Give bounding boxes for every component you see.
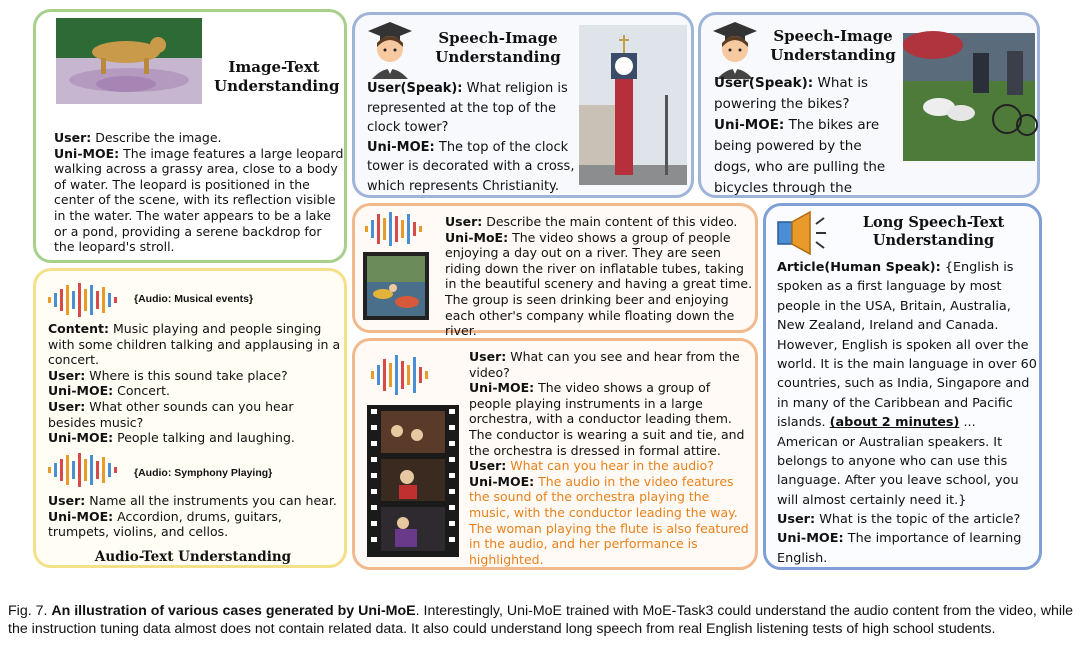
image-text-card [33, 9, 347, 263]
model-label: Uni-MoE: [445, 229, 509, 245]
figure-caption [8, 602, 1076, 638]
user-label: User(Speak): [367, 81, 463, 96]
audio-dialog-2 [48, 493, 344, 540]
user-label: User: [469, 349, 507, 364]
user-question: Describe the image. [95, 130, 222, 145]
article-text-start: {English is spoken as a first language by most people in the USA, Britain, Australia, New Zealand, Ireland and Canada. However, English is spoken all over the world. It is the main language in over 60 countries, such as India, Singapore and in many of the Caribbean and Pacific islands. [777, 260, 1037, 431]
audio-waveform-icon [46, 451, 124, 489]
model-answer: The importance of learning English. [777, 531, 1022, 566]
speech-image-dialog-2 [714, 73, 894, 220]
audio-waveform-icon [363, 210, 425, 248]
content-text: Music playing and people singing with some children talking and applausing in a concert. [48, 321, 341, 368]
model-answer-highlighted: The audio in the video features the sound of the orchestra playing the music, with the conductor leading the way. The woman playing the flute is also featured in the audio, and her performance is highlighted. [469, 473, 749, 567]
caption-rest: . Interestingly, Uni-MoE trained with MoE-Task3 could understand the audio content from the video, while the instruction tuning data almost does not contain related data. It also could understand long speech from real English listening tests of high school students. [8, 603, 1074, 637]
audio-dialog-1 [48, 321, 344, 446]
user-label: User: [54, 130, 92, 145]
speech-image-dialog-1 [367, 79, 575, 196]
user-label: User: [48, 493, 86, 508]
model-label: Uni-MOE: [48, 383, 114, 399]
model-answer: The video shows a group of people enjoying a day out on a river. They are seen riding down the river on inflatable tubes, taking in the beautiful scenery and having a great time. The group is seen drinking beer and enjoying each other's company while floating down the river. [445, 229, 753, 339]
model-label: Uni-MOE: [48, 508, 114, 524]
speech-image-title-1: Speech-Image Understanding [435, 29, 561, 66]
audio-tag-musical-events: {Audio: Musical events} [134, 293, 254, 305]
model-answer: Concert. [117, 383, 170, 399]
model-label: Uni-MOE: [469, 380, 535, 396]
model-answer: The video shows a group of people playing instruments in a large orchestra, with a conductor leading them. The conductor is wearing a suit and tie, and the orchestra is dressed in formal attire. [469, 380, 745, 458]
speech-image-title-2: Speech-Image Understanding [770, 27, 896, 64]
dog-bikes-image [903, 33, 1035, 161]
user-label: User: [445, 214, 483, 229]
clock-tower-image [579, 25, 687, 185]
video-dialog-1 [445, 214, 755, 339]
video-card-2 [352, 338, 758, 570]
caption-bold: An illustration of various cases generated by Uni-MoE [51, 603, 416, 619]
speaker-icon [776, 210, 828, 256]
speech-image-card-1 [352, 12, 694, 198]
user-question: What religion is represented at the top of the clock tower? [367, 81, 568, 135]
user-label: User: [777, 512, 816, 527]
river-video-thumbnail [363, 252, 429, 320]
user-label: User: [469, 458, 507, 474]
user-label: User: [48, 398, 86, 414]
student-avatar-icon [368, 19, 412, 79]
user-label: User(Speak): [714, 75, 814, 91]
model-answer: Accordion, drums, guitars, trumpets, violins, and cellos. [48, 508, 282, 540]
student-avatar-icon [713, 19, 757, 79]
image-text-dialog [54, 130, 346, 255]
user-label: User: [48, 367, 86, 383]
video-card-1 [352, 203, 758, 339]
orchestra-filmstrip [367, 405, 459, 557]
leopard-image [56, 18, 202, 104]
model-label: Uni-MOE: [777, 531, 844, 547]
audio-tag-symphony: {Audio: Symphony Playing} [134, 467, 273, 479]
user-question-highlighted: What can you hear in the audio? [510, 458, 714, 474]
figure-number: Fig. 7. [8, 603, 48, 619]
user-question: What other sounds can you hear besides music? [48, 398, 294, 430]
model-label: Uni-MOE: [54, 145, 120, 161]
long-speech-card [763, 203, 1042, 570]
model-answer: The bikes are being powered by the dogs, who are pulling the bicycles through the [714, 117, 886, 196]
model-label: Uni-MOE: [714, 117, 785, 133]
audio-waveform-icon [369, 353, 437, 397]
model-label: Uni-MOE: [48, 430, 114, 446]
model-label: Uni-MOE: [469, 473, 535, 489]
user-question: Describe the main content of this video. [486, 214, 738, 229]
user-question: Where is this sound take place? [89, 367, 288, 383]
speech-image-card-2 [698, 12, 1040, 198]
article-duration-note: (about 2 minutes) [829, 415, 960, 431]
image-text-title: Image-Text Understanding [214, 58, 340, 95]
user-question: What is powering the bikes? [714, 75, 869, 112]
user-question: Name all the instruments you can hear. [89, 493, 337, 508]
audio-text-card [33, 268, 347, 568]
user-question: What can you see and hear from the video? [469, 349, 740, 380]
long-speech-dialog [777, 510, 1039, 568]
model-label: Uni-MOE: [367, 139, 435, 155]
article-label: Article(Human Speak): [777, 260, 941, 275]
long-speech-title: Long Speech-Text Understanding [862, 214, 1005, 250]
audio-text-title: Audio-Text Understanding [94, 549, 292, 565]
model-answer: The image features a large leopard walking across a grassy area, close to a body of water. The leopard is positioned in the center of the scene, with its reflection visible in the water. The water appears to be a lake or a pond, providing a serene backdrop for the leopard's stroll. [54, 145, 344, 255]
content-label: Content: [48, 321, 109, 336]
audio-waveform-icon [46, 281, 124, 319]
user-question: What is the topic of the article? [819, 512, 1021, 527]
model-answer: The top of the clock tower is decorated with a cross, which represents Christianity. [367, 139, 575, 194]
long-speech-article [777, 258, 1039, 510]
model-answer: People talking and laughing. [117, 430, 295, 446]
video-dialog-2 [469, 349, 751, 567]
article-text-end: ... American or Australian speakers. It belongs to anyone who can use this language. After you leave school, you will almost certainly need it.} [777, 415, 1019, 508]
